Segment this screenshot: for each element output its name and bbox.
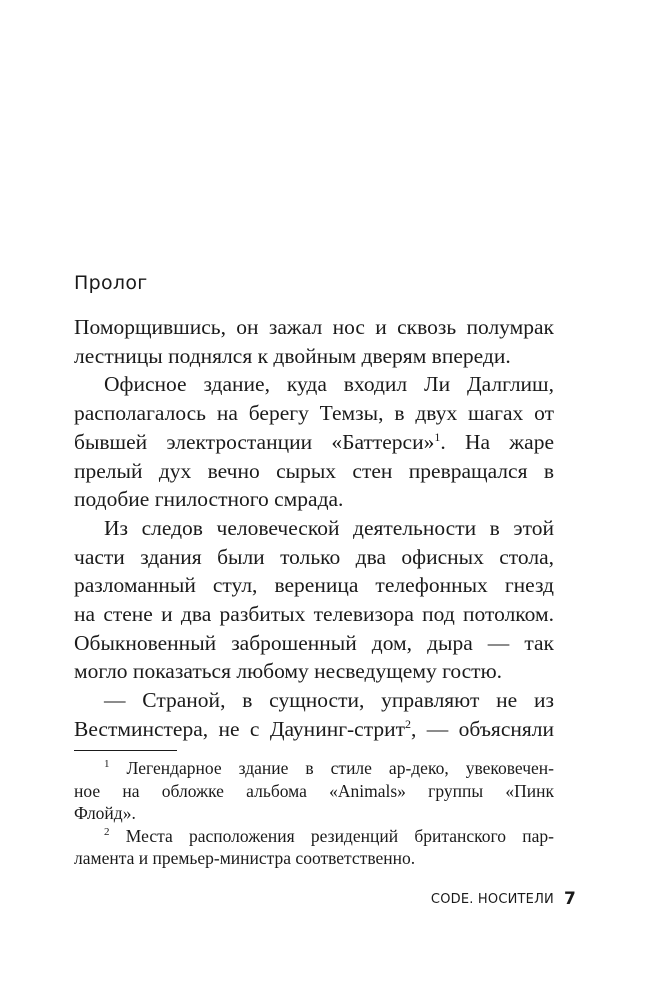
text-line: Из следов человеческой деятельности в этой (104, 515, 554, 540)
footnote-line (74, 825, 554, 848)
text-fragment: бывшей электростанции «Баттерси» (74, 429, 435, 454)
text-fragment: . На жаре (440, 429, 555, 454)
text-line: Поморщившись, он зажал нос и сквозь полумрак (74, 315, 554, 339)
text-line: части здания были только два офисных стола, (74, 544, 554, 569)
chapter-title: Пролог (74, 272, 148, 294)
footnote-line: Флойд». (74, 803, 136, 823)
text-fragment: Легендарное здание в стиле ар-деко, увековечен- (109, 758, 554, 778)
footnote-ref-2: 2 (405, 716, 412, 731)
text-line-with-footnote-ref (74, 428, 554, 457)
text-line: могло показаться любому несведущему гостю. (74, 659, 503, 684)
text-line: разломанный стул, вереница телефонных гнезд (74, 573, 554, 598)
text-fragment: , — объясняли (411, 716, 554, 741)
text-line: лестницы поднялся к двойным дверям впереди. (74, 343, 511, 368)
footnote-line (74, 757, 554, 780)
text-fragment: Места расположения резиденций британского пар- (109, 825, 554, 846)
text-line: прелый дух вечно сырых стен превращался в (74, 458, 554, 483)
footnotes (74, 757, 554, 870)
text-line-with-footnote-ref (74, 715, 554, 744)
text-line: располагалось на берегу Темзы, в двух шагах от (74, 401, 554, 426)
footnote-marker-1: 1 (104, 758, 110, 771)
text-line: на стене и два разбитых телевизора под потолком. (74, 602, 554, 627)
text-line: Офисное здание, куда входил Ли Далглиш, (104, 372, 554, 397)
footnote-line: ное на обложке альбома «Animals» группы «Пинк (74, 780, 554, 801)
running-footer-title: CODE. НОСИТЕЛИ (430, 892, 554, 907)
text-line: Обыкновенный заброшенный дом, дыра — так (74, 630, 554, 655)
footnote-line: ламента и премьер-министра соответственно. (74, 848, 416, 868)
page-number: 7 (564, 889, 576, 909)
main-text (74, 313, 554, 744)
footnote-divider (74, 750, 177, 751)
text-fragment: Вестминстера, не с Даунинг-стрит (74, 716, 406, 741)
text-line: — Страной, в сущности, управляют не из (104, 688, 554, 713)
footnote-marker-2: 2 (104, 825, 110, 838)
text-line: подобие гнилостного смрада. (74, 487, 344, 512)
footnote-ref-1: 1 (434, 429, 441, 444)
